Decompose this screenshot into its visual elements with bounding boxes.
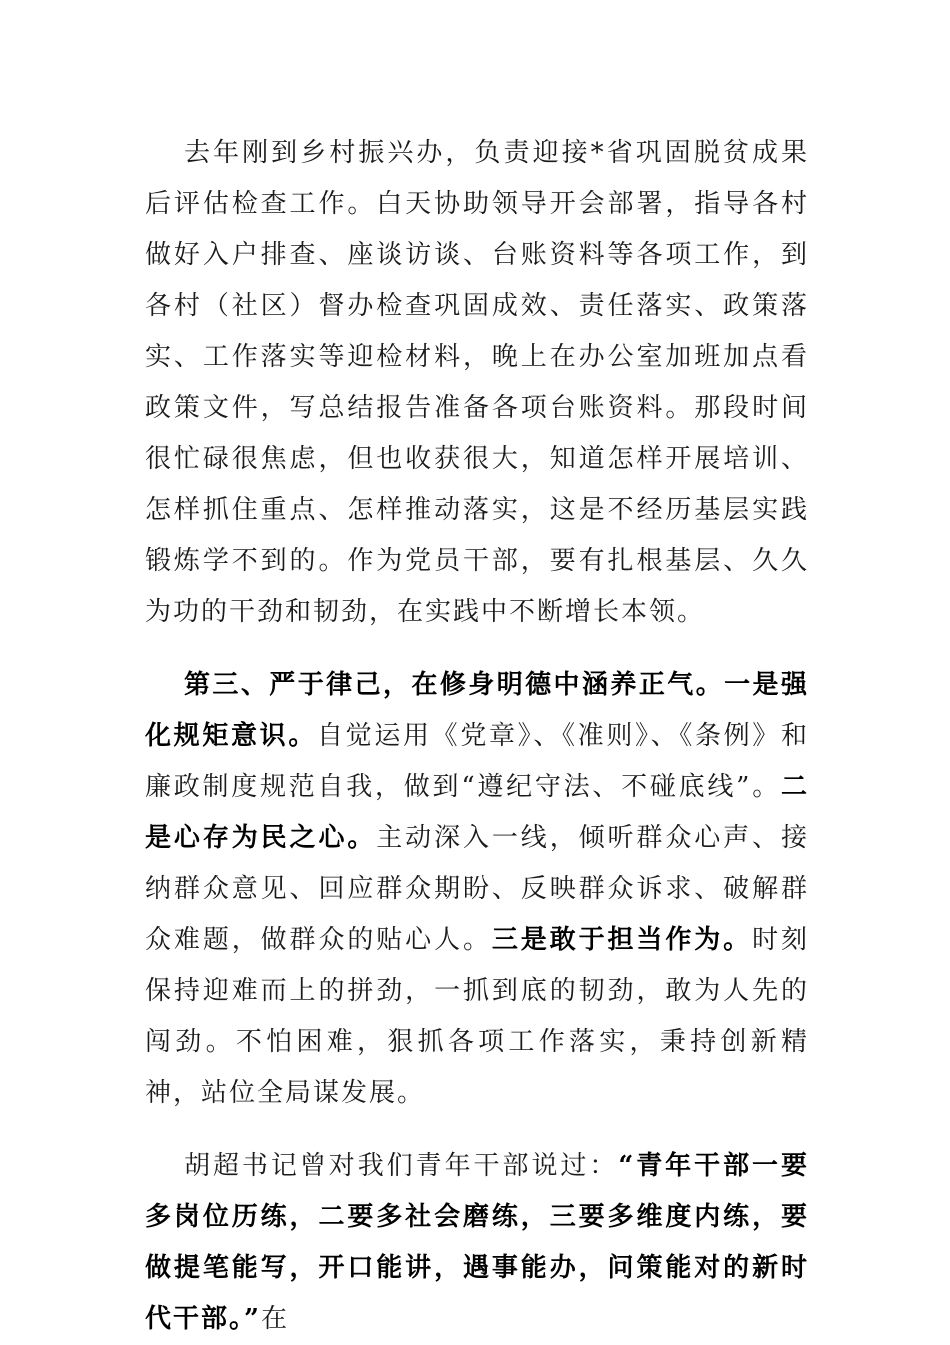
paragraph-3 — [145, 1141, 809, 1345]
paragraph-1 — [145, 128, 809, 638]
paragraph-2-point-3: 三是敢于担当作为。 — [491, 925, 753, 955]
paragraph-3-text-2: 在 — [260, 1304, 289, 1334]
document-body — [145, 128, 809, 1345]
paragraph-3-text-1: 胡超书记曾对我们青年干部说过： — [184, 1151, 619, 1181]
paragraph-1-text: 去年刚到乡村振兴办，负责迎接*省巩固脱贫成果后评估检查工作。白天协助领导开会部署，指导各村做好入户排查、座谈访谈、台账资料等各项工作，到各村（社区）督办检查巩固成效、责任落实、政策落实、工作落实等迎检材料，晚上在办公室加班加点看政策文件，写总结报告准备各项台账资料。那段时间很忙碌很焦虑，但也收获很大，知道怎样开展培训、怎样抓住重点、怎样推动落实，这是不经历基层实践锻炼学不到的。作为党员干部，要有扎根基层、久久为功的干劲和韧劲，在实践中不断增长本领。 — [145, 138, 809, 627]
paragraph-2-text-2: 主动深入一线，倾听群众心声、接纳群众意见、回应群众期盼、反映群众诉求、破解群众难题，做群众的贴心人。 — [145, 823, 809, 955]
paragraph-2-text-1: 自觉运用《党章》、《准则》、《条例》和廉政制度规范自我，做到“遵纪守法、不碰底线”。 — [145, 721, 809, 802]
paragraph-2-point-2: 二是心存为民之心。 — [145, 772, 809, 853]
paragraph-2 — [145, 660, 809, 1119]
paragraph-2-text-3: 时刻保持迎难而上的拼劲，一抓到底的韧劲，敢为人先的闯劲。不怕困难，狠抓各项工作落实，秉持创新精神，站位全局谋发展。 — [145, 925, 809, 1108]
paragraph-2-heading: 第三、严于律己，在修身明德中涵养正气。一是强化规矩意识。 — [145, 670, 809, 751]
paragraph-3-quote: “青年干部一要多岗位历练，二要多社会磨练，三要多维度内练，要做提笔能写，开口能讲，遇事能办，问策能对的新时代干部。” — [145, 1151, 809, 1334]
